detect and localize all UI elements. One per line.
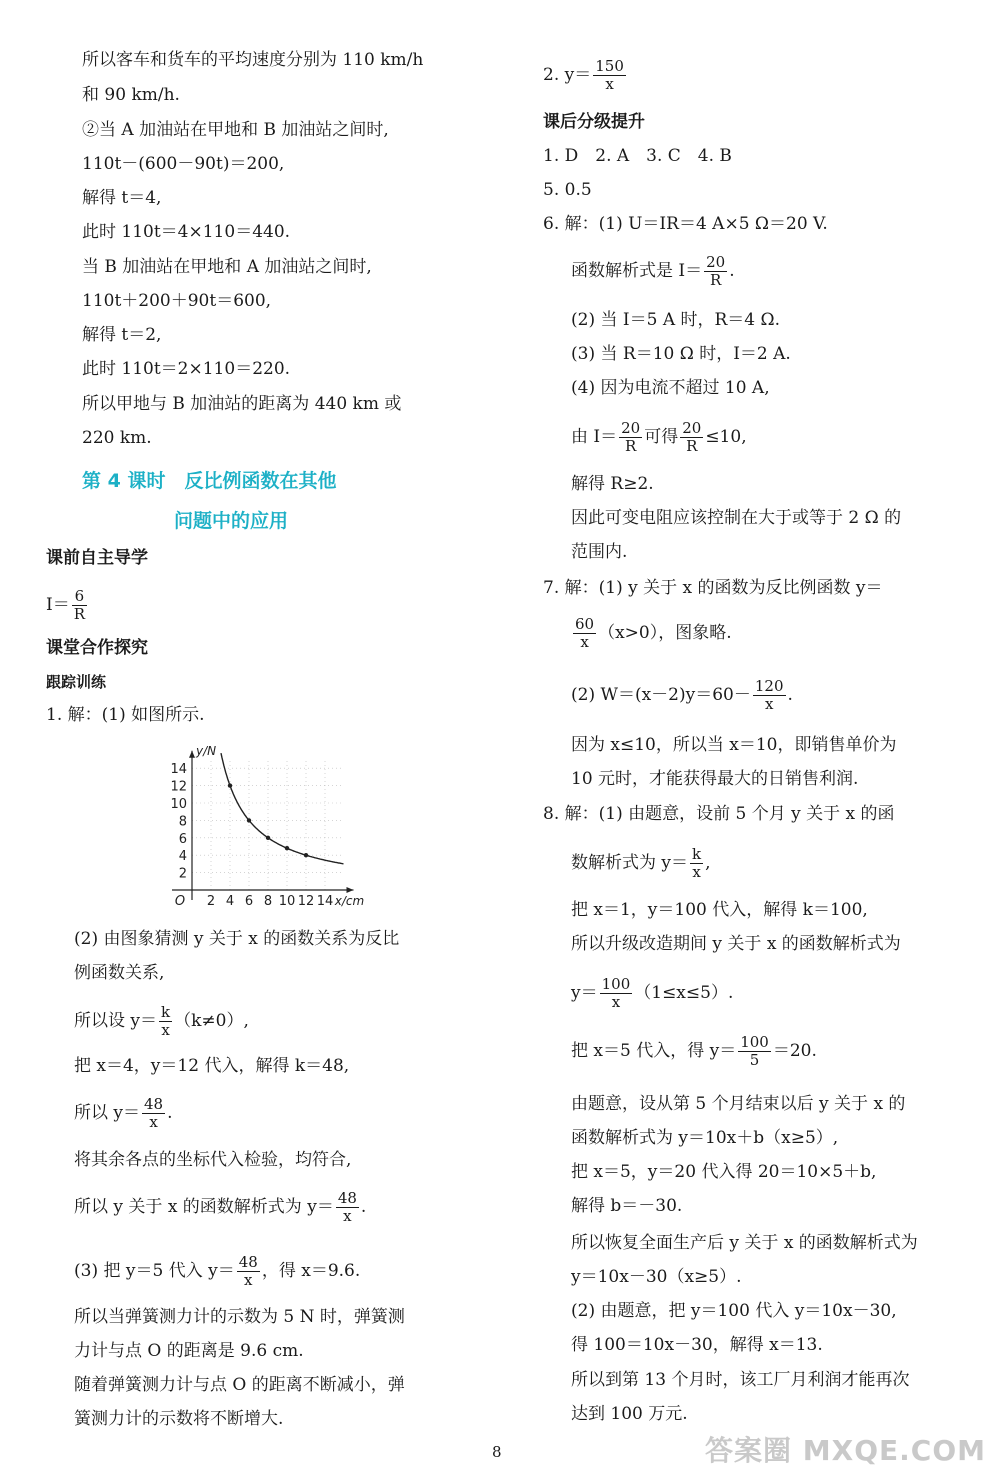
text-line: 由题意，设从第 5 个月结束以后 y 关于 x 的 [571, 1094, 906, 1114]
text-line: 所以升级改造期间 y 关于 x 的函数解析式为 [571, 934, 901, 954]
text-line: 将其余各点的坐标代入检验，均符合, [74, 1150, 352, 1170]
text-line: 220 km. [82, 428, 152, 448]
y-tick-label: 14 [170, 762, 187, 778]
formula-line: 把 x＝5 代入，得 y＝ $\frac{100}{5}$ ＝20. [571, 1033, 817, 1069]
x-tick-label: 6 [244, 894, 254, 909]
x-tick-label: 2 [206, 894, 216, 909]
text-line: 8. 解：(1) 由题意，设前 5 个月 y 关于 x 的函 [543, 804, 895, 824]
formula-line: 函数解析式是 I＝ $\frac{20}{R}$ . [571, 253, 735, 289]
lesson-title-line2: 问题中的应用 [174, 510, 289, 532]
formula-line: 所以 y 关于 x 的函数解析式为 y＝ $\frac{48}{x}$ . [74, 1189, 367, 1225]
text-line: 所以客车和货车的平均速度分别为 110 km/h [82, 50, 424, 70]
inverse-function-graph [146, 732, 386, 917]
text-line: 例函数关系, [74, 963, 165, 983]
section-heading: 课后分级提升 [543, 112, 645, 132]
text-line: 5. 0.5 [543, 180, 592, 200]
section-heading: 课前自主导学 [46, 548, 148, 568]
formula-line: (3) 把 y＝5 代入 y＝ $\frac{48}{x}$ ，得 x＝9.6. [74, 1253, 361, 1289]
y-tick-label: 6 [178, 831, 187, 847]
text-line: 6. 解：(1) U＝IR＝4 A×5 Ω＝20 V. [543, 214, 828, 234]
text-line: 1. 解：(1) 如图所示. [46, 705, 205, 725]
text-line: 簧测力计的示数将不断增大. [74, 1409, 284, 1429]
text-line: 10 元时，才能获得最大的日销售利润. [571, 769, 859, 789]
formula-line: 所以设 y＝ $\frac{k}{x}$ （k≠0）, [74, 1003, 249, 1039]
text-line: 所以当弹簧测力计的示数为 5 N 时，弹簧测 [74, 1307, 405, 1327]
text-line: (3) 当 R＝10 Ω 时，I＝2 A. [571, 344, 791, 364]
text-line: 因此可变电阻应该控制在大于或等于 2 Ω 的 [571, 508, 902, 528]
text-line: 所以甲地与 B 加油站的距离为 440 km 或 [82, 394, 402, 414]
formula-line: 2. y＝ $\frac{150}{x}$ [543, 57, 624, 93]
page-number: 8 [492, 1443, 502, 1461]
subsection-heading: 跟踪训练 [46, 673, 107, 691]
text-line: 1. D 2. A 3. C 4. B [543, 146, 732, 166]
y-axis-arrow [189, 751, 195, 758]
x-tick-label: 8 [263, 894, 273, 909]
data-point [285, 846, 289, 850]
text-line: 范围内. [571, 542, 628, 562]
x-tick-label: 14 [316, 894, 334, 909]
x-tick-label: 10 [278, 894, 296, 909]
x-tick-label: 4 [225, 894, 235, 909]
watermark: 答案圈 MXQE.COM [705, 1434, 986, 1467]
text-line: 达到 100 万元. [571, 1404, 688, 1424]
text-line: 得 100＝10x－30，解得 x＝13. [571, 1335, 823, 1355]
text-line: 110t－(600－90t)＝200, [82, 154, 285, 174]
x-axis-arrow [347, 887, 354, 893]
text-line: 因为 x≤10，所以当 x＝10，即销售单价为 [571, 735, 897, 755]
text-line: 函数解析式为 y＝10x＋b（x≥5）, [571, 1128, 839, 1148]
text-line: 把 x＝5，y＝20 代入得 20＝10×5＋b, [571, 1162, 877, 1182]
text-line: 当 B 加油站在甲地和 A 加油站之间时, [82, 257, 372, 277]
text-line: 随着弹簧测力计与点 O 的距离不断减小，弹 [74, 1375, 405, 1395]
formula-line: 所以 y＝ $\frac{48}{x}$ . [74, 1095, 173, 1131]
formula-line: 由 I＝ $\frac{20}{R}$ 可得 $\frac{20}{R}$ ≤10, [571, 419, 747, 455]
formula-line: $\frac{60}{x}$ （x>0），图象略. [575, 615, 732, 651]
x-tick-label: 12 [297, 894, 315, 909]
text-line: (2) 当 I＝5 A 时，R＝4 Ω. [571, 310, 781, 330]
text-line: 把 x＝4，y＝12 代入，解得 k＝48, [74, 1056, 350, 1076]
y-axis-label: y/N [196, 743, 217, 758]
formula-line: (2) W＝(x－2)y＝60－ $\frac{120}{x}$ . [571, 677, 793, 713]
y-tick-label: 12 [170, 779, 187, 795]
formula-line: y＝ $\frac{100}{x}$ （1≤x≤5）. [571, 975, 734, 1011]
data-point [266, 836, 270, 840]
text-line: (2) 由图象猜测 y 关于 x 的函数关系为反比 [74, 929, 400, 949]
text-line: 解得 b＝－30. [571, 1196, 683, 1216]
y-tick-label: 2 [178, 866, 187, 882]
lesson-title: 第 4 课时 反比例函数在其他 [82, 470, 337, 492]
text-line: 解得 R≥2. [571, 474, 654, 494]
formula-line: 数解析式为 y＝ $\frac{k}{x}$ , [571, 845, 711, 881]
x-axis-label: x/cm [334, 894, 365, 908]
text-line: 所以到第 13 个月时，该工厂月利润才能再次 [571, 1370, 910, 1390]
text-line: 解得 t＝2, [82, 325, 162, 345]
text-line: 7. 解：(1) y 关于 x 的函数为反比例函数 y＝ [543, 578, 883, 598]
y-tick-label: 8 [178, 814, 187, 830]
text-line: ②当 A 加油站在甲地和 B 加油站之间时, [82, 120, 389, 140]
data-point [247, 818, 251, 822]
data-point [304, 853, 308, 857]
text-line: (4) 因为电流不超过 10 A, [571, 378, 770, 398]
text-line: 力计与点 O 的距离是 9.6 cm. [74, 1341, 304, 1361]
text-line: 所以恢复全面生产后 y 关于 x 的函数解析式为 [571, 1233, 918, 1253]
text-line: 把 x＝1，y＝100 代入，解得 k＝100, [571, 900, 868, 920]
text-line: 此时 110t＝2×110＝220. [82, 359, 291, 379]
text-line: 解得 t＝4, [82, 188, 162, 208]
text-line: 和 90 km/h. [82, 85, 180, 105]
y-tick-label: 10 [170, 797, 187, 812]
y-tick-label: 4 [178, 849, 187, 865]
formula-line: I＝ $\frac{6}{R}$ [46, 587, 86, 623]
text-line: 此时 110t＝4×110＝440. [82, 222, 291, 242]
text-line: y＝10x－30（x≥5）. [571, 1267, 742, 1287]
section-heading: 课堂合作探究 [46, 638, 148, 658]
text-line: 110t＋200＋90t＝600, [82, 291, 272, 311]
data-point [228, 783, 232, 787]
origin-label: O [174, 894, 186, 909]
text-line: (2) 由题意，把 y＝100 代入 y＝10x－30, [571, 1301, 897, 1321]
